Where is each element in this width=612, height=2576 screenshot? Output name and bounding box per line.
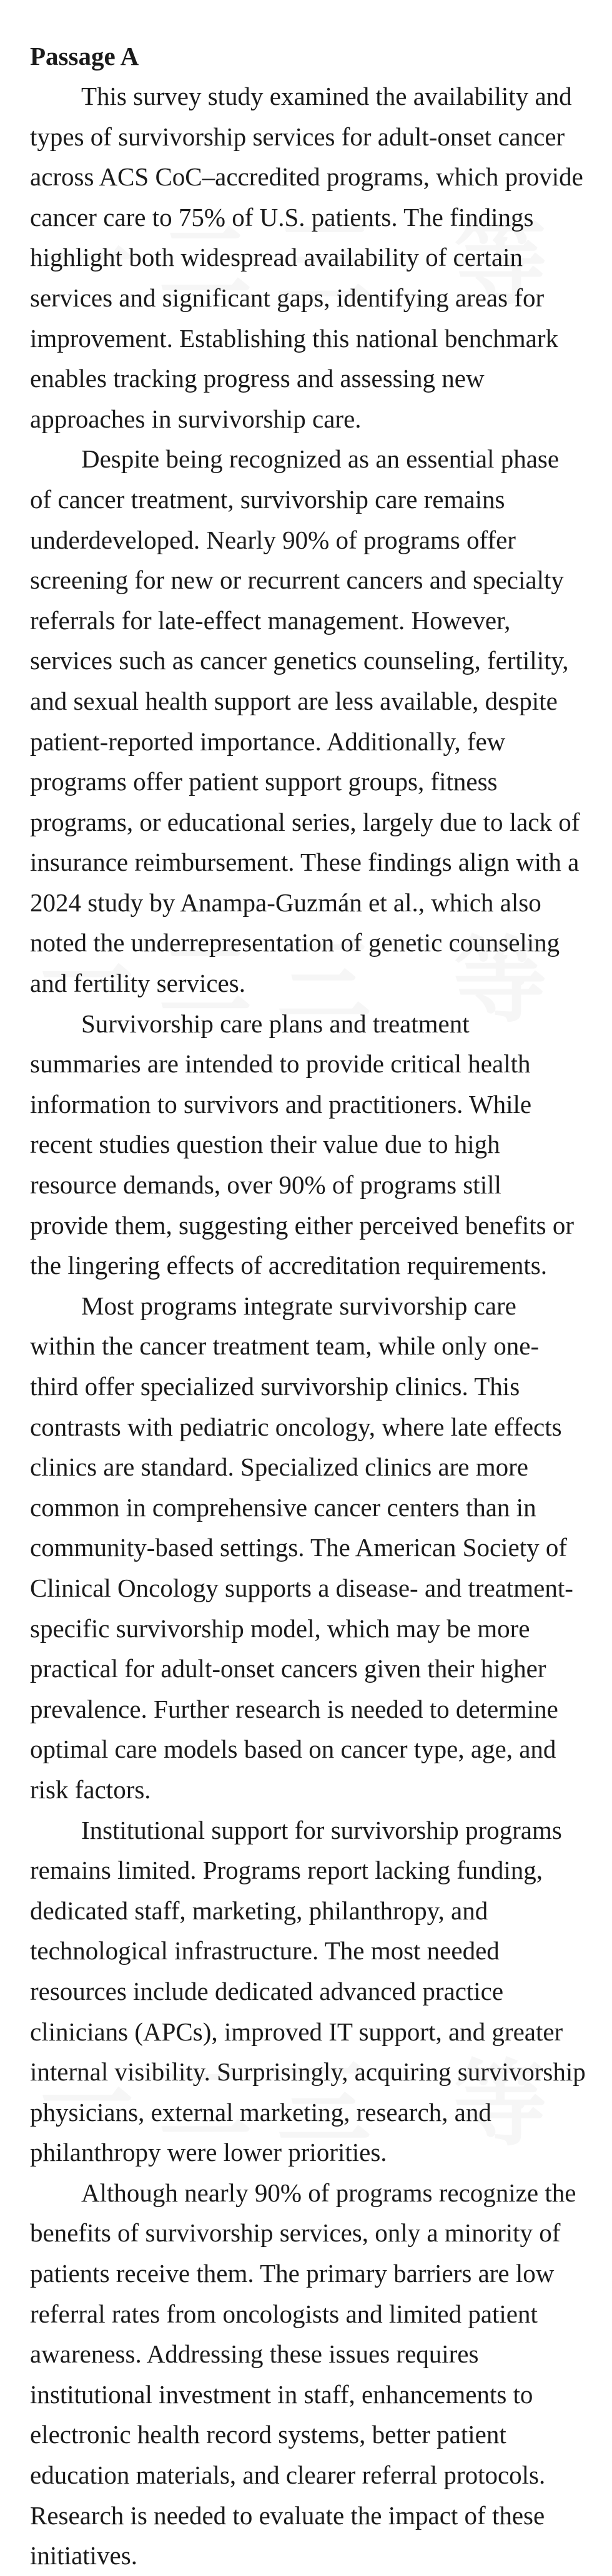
- paragraph-4: Most programs integrate survivorship care within the cancer treatment team, while only one-third offer specialized survivorship clinics. This contrasts with pediatric oncology, where late effects clinics are standard. Specialized clinics are more common in comprehensive cancer centers than in community-based settings. The American Society of Clinical Oncology supports a disease- and treatment-specific survivorship model, which may be more practical for adult-onset cancers given their higher prevalence. Further research is needed to determine optimal care models based on cancer type, age, and risk factors.: [30, 1291, 573, 1804]
- passage-heading: Passage A: [30, 42, 139, 71]
- paragraph-2: Despite being recognized as an essential phase of cancer treatment, survivorship care remains underdeveloped. Nearly 90% of programs offer screening for new or recurrent cancers and specialty referrals for late-effect management. However, services such as cancer genetics counseling, fertility, and sexual health support are less available, despite patient-reported importance. Additionally, few programs offer patient support groups, fitness programs, or educational series, largely due to lack of insurance reimbursement. These findings align with a 2024 study by Anampa-Guzmán et al., which also noted the underrepresentation of genetic counseling and fertility services.: [30, 444, 580, 998]
- paragraph-1: This survey study examined the availability and types of survivorship services for adult-onset cancer across ACS CoC–accredited programs, which provide cancer care to 75% of U.S. patients. The findings highlight both widespread availability of certain services and significant gaps, identifying areas for improvement. Establishing this national benchmark enables tracking progress and assessing new approaches in survivorship care.: [30, 82, 583, 433]
- paragraph-6: Although nearly 90% of programs recognize the benefits of survivorship services, only a minority of patients receive them. The primary barriers are low referral rates from oncologists and limited patient awareness. Addressing these issues requires institutional investment in staff, enhancements to electronic health record systems, better patient education materials, and clearer referral protocols. Research is needed to evaluate the impact of these initiatives.: [30, 2178, 576, 2570]
- paragraph-5: Institutional support for survivorship programs remains limited. Programs report lacking funding, dedicated staff, marketing, philanthropy, and technological infrastructure. The most needed resources include dedicated advanced practice clinicians (APCs), improved IT support, and greater internal visibility. Surprisingly, acquiring survivorship physicians, external marketing, research, and philanthropy were lower priorities.: [30, 1815, 586, 2167]
- paragraph-3: Survivorship care plans and treatment summaries are intended to provide critical health information to survivors and practitioners. While recent studies question their value due to high resource demands, over 90% of programs still provide them, suggesting either perceived benefits or the lingering effects of accreditation requirements.: [30, 1009, 574, 1280]
